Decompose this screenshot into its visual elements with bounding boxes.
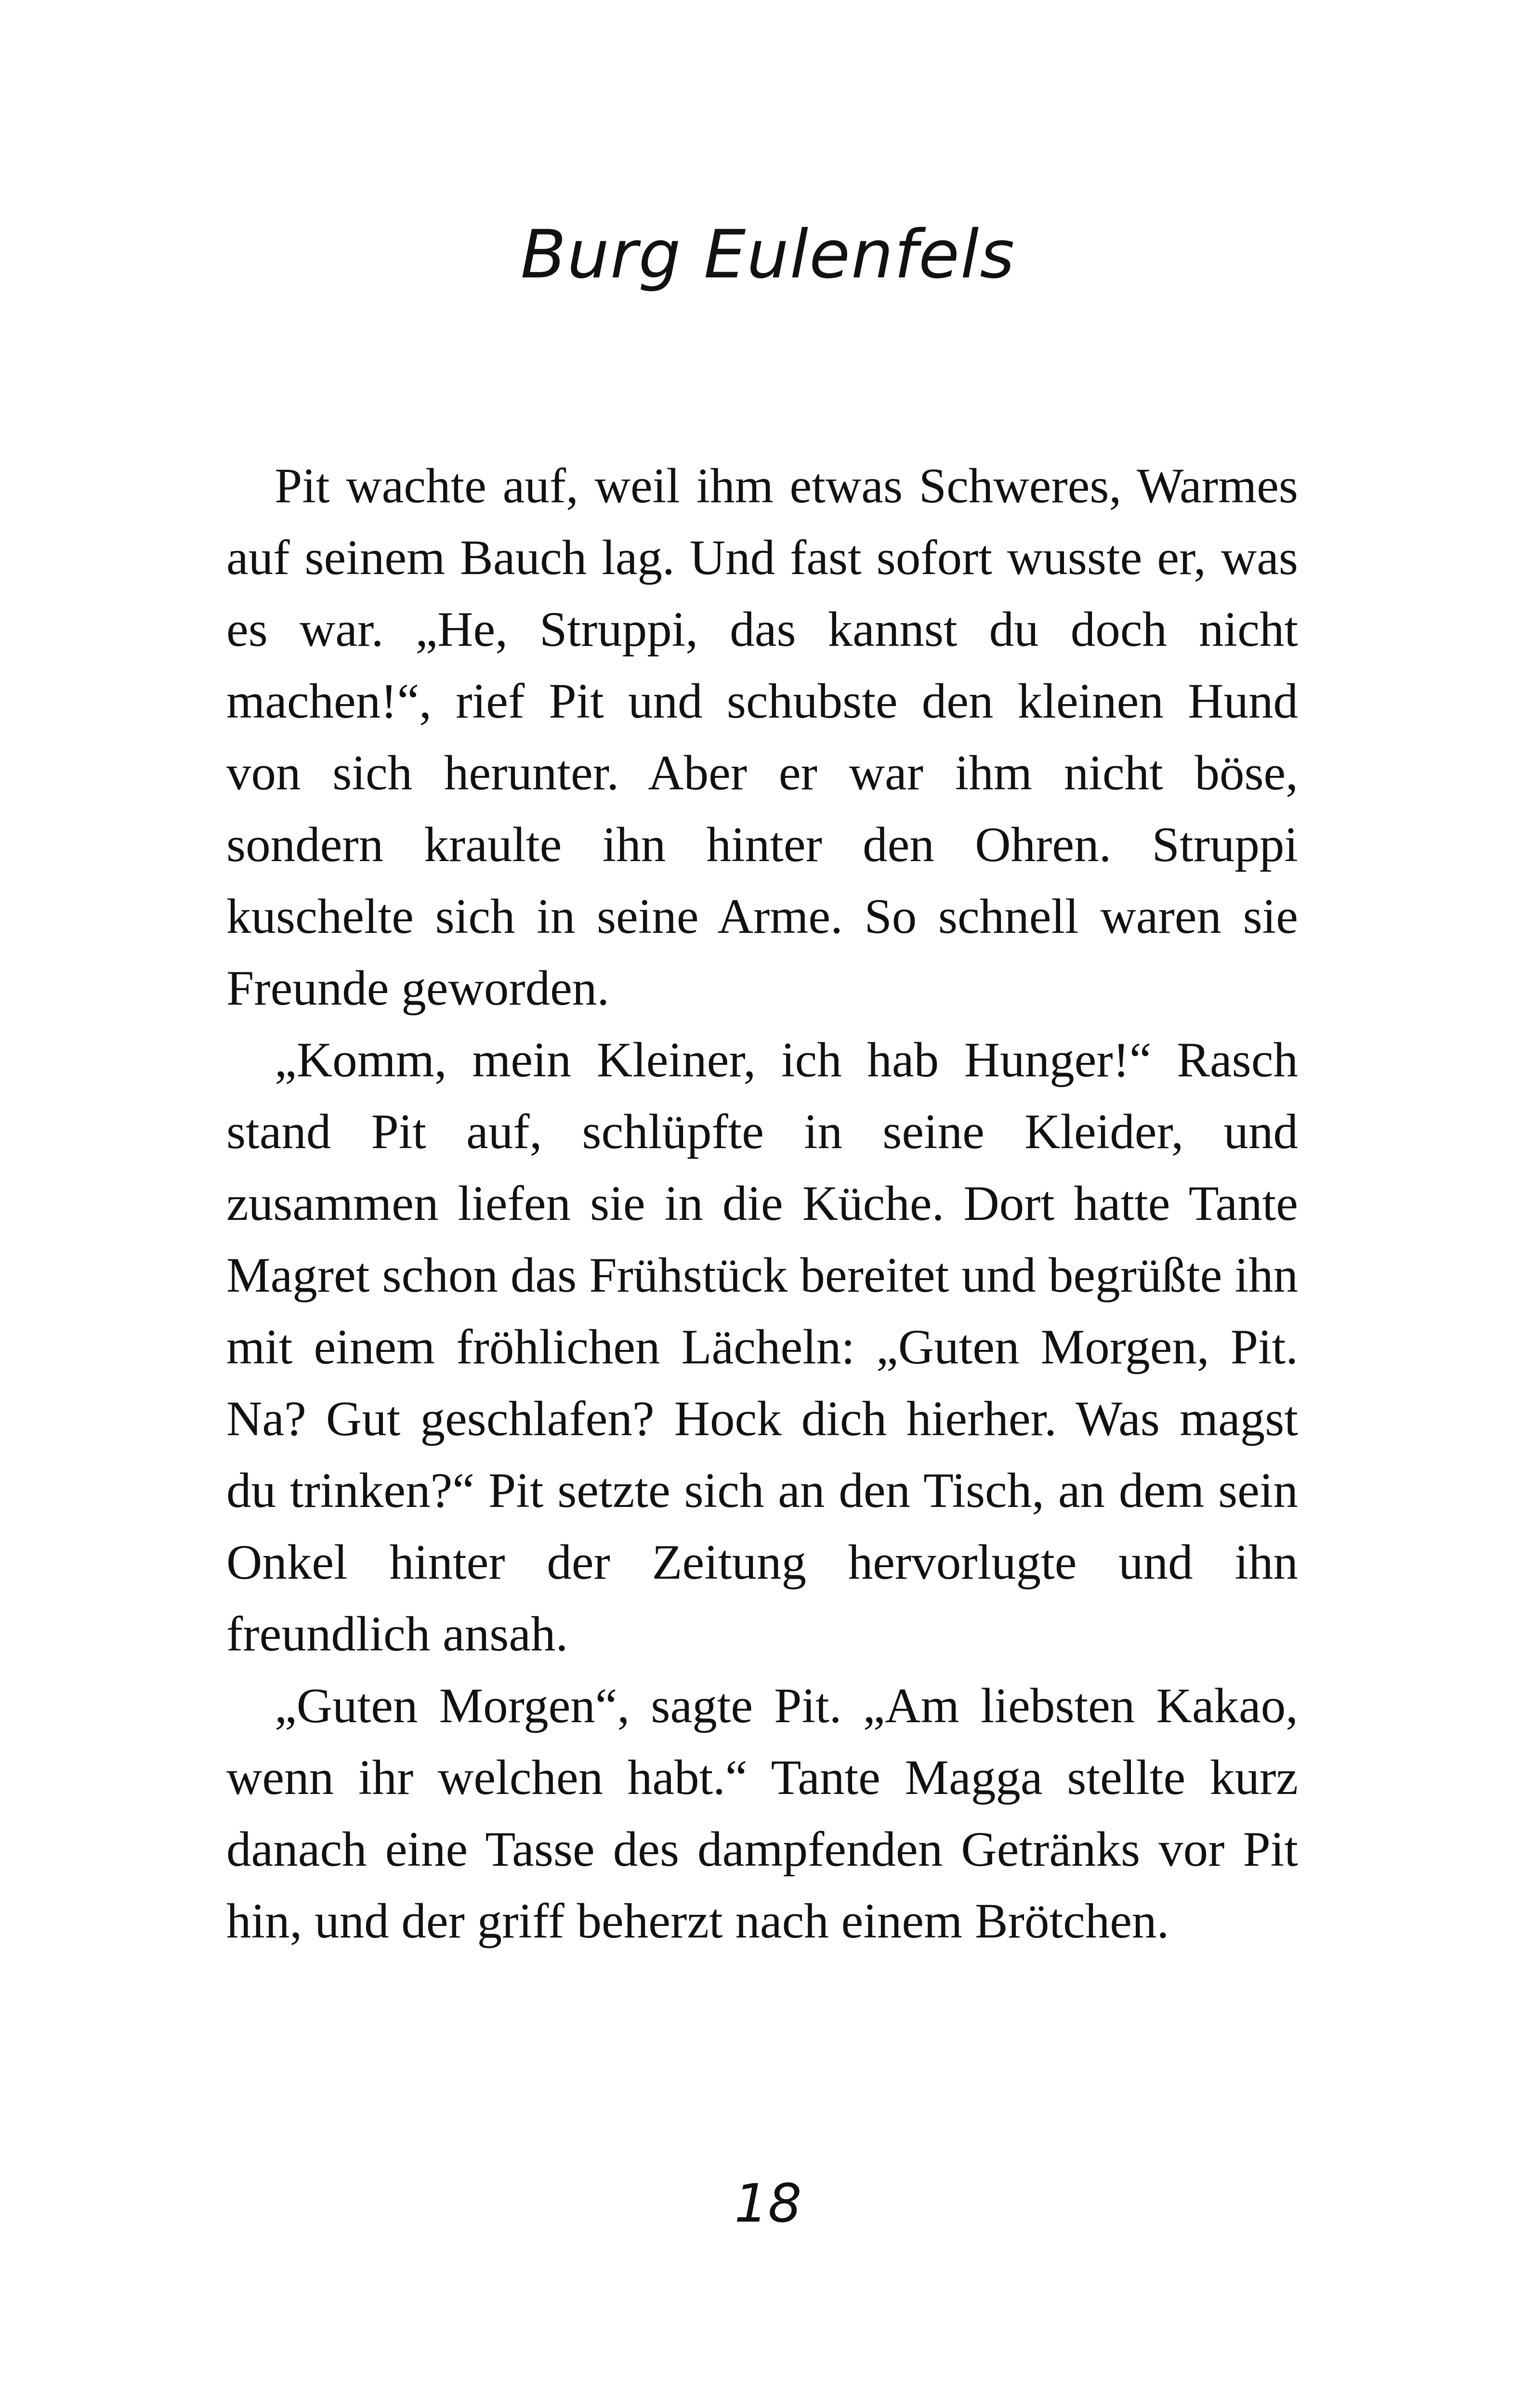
chapter-body (226, 450, 1298, 1957)
paragraph-2: „Komm, mein Kleiner, ich hab Hunger!“ Rasch stand Pit auf, schlüpfte in seine Kleider, und zusammen liefen sie in die Küche. Dort hatte Tante Magret schon das Frühstück bereitet und begrüßte ihn mit einem fröhlichen Lächeln: „Guten Morgen, Pit. Na? Gut geschlafen? Hock dich hierher. Was magst du trinken?“ Pit setzte sich an den Tisch, an dem sein Onkel hinter der Zeitung hervorlugte und ihn freundlich ansah. (226, 1033, 1298, 1662)
paragraph-3: „Guten Morgen“, sagte Pit. „Am liebsten Kakao, wenn ihr welchen habt.“ Tante Magga stellte kurz danach eine Tasse des dampfenden Getränks vor Pit hin, und der griff beherzt nach einem Brötchen. (226, 1678, 1298, 1949)
paragraph-1: Pit wachte auf, weil ihm etwas Schweres, Warmes auf seinem Bauch lag. Und fast sofort wusste er, was es war. „He, Struppi, das kannst du doch nicht machen!“, rief Pit und schubste den kleinen Hund von sich herunter. Aber er war ihm nicht böse, sondern kraulte ihn hinter den Ohren. Struppi kuschelte sich in seine Arme. So schnell waren sie Freunde geworden. (226, 458, 1298, 1016)
chapter-title: Burg Eulenfels (520, 216, 1016, 293)
page-number: 18 (734, 2172, 802, 2234)
